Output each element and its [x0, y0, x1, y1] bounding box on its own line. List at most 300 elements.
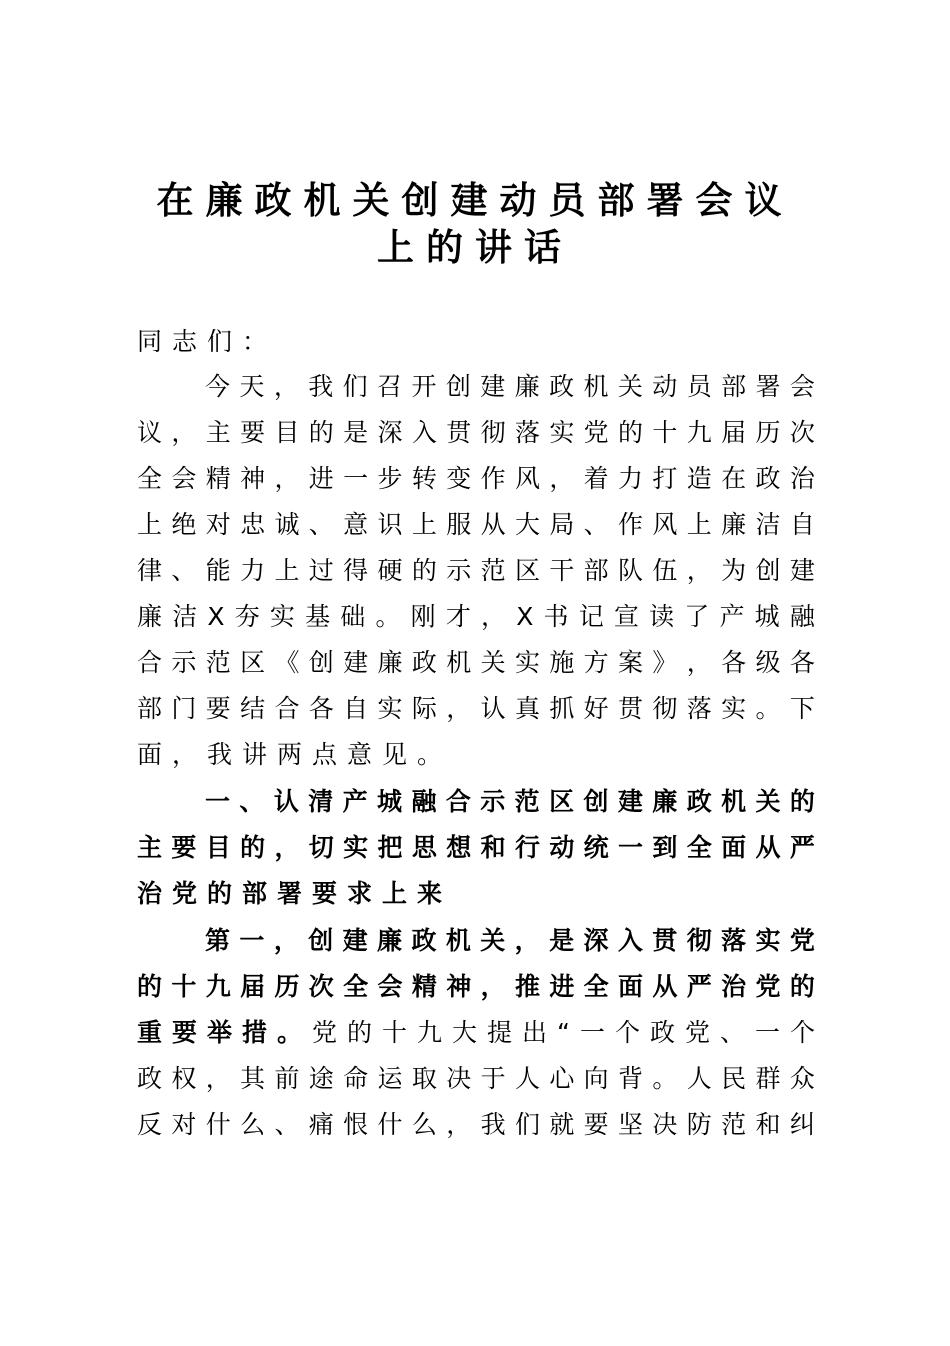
char: 产 — [719, 602, 745, 631]
char: 才 — [445, 602, 471, 631]
char: 在 — [721, 464, 747, 493]
char: 其 — [240, 1064, 266, 1093]
char: 贯 — [446, 418, 472, 447]
char: 会 — [171, 464, 197, 493]
char: 十 — [171, 972, 197, 1001]
char: ， — [273, 926, 299, 955]
char: 反 — [137, 1110, 163, 1139]
char: 础 — [340, 602, 366, 631]
text-line: 面，我讲两点意见。 — [137, 740, 453, 769]
char: 自 — [343, 694, 369, 723]
char: 机 — [721, 787, 747, 816]
char: 深 — [377, 418, 403, 447]
char: 能 — [205, 556, 231, 585]
char: 署 — [755, 372, 781, 401]
char: 全 — [686, 833, 712, 862]
char: 一 — [239, 926, 265, 955]
char: 主 — [137, 833, 163, 862]
char: 廉 — [721, 510, 747, 539]
char: 十 — [652, 418, 678, 447]
char: 各 — [721, 648, 747, 677]
char: 的 — [618, 418, 644, 447]
char: 严 — [686, 972, 712, 1001]
char: “ — [557, 1018, 570, 1047]
char: 合 — [274, 694, 300, 723]
char: 历 — [755, 418, 781, 447]
char: 九 — [205, 972, 231, 1001]
char: 的 — [137, 972, 163, 1001]
char: 民 — [721, 1064, 747, 1093]
char: 把 — [377, 833, 403, 862]
char: 落 — [721, 926, 747, 955]
char: 一 — [754, 1018, 780, 1047]
char: 进 — [549, 972, 575, 1001]
char: 刚 — [410, 602, 436, 631]
char: 洁 — [172, 602, 198, 631]
char: 的 — [789, 787, 815, 816]
char: 打 — [652, 464, 678, 493]
char: 精 — [411, 972, 437, 1001]
char: 什 — [377, 1110, 403, 1139]
char: 和 — [755, 1110, 781, 1139]
char: 作 — [618, 510, 644, 539]
char: 纠 — [789, 1110, 815, 1139]
char: 结 — [240, 694, 266, 723]
char: 动 — [652, 372, 678, 401]
char: 创 — [583, 787, 609, 816]
char: 绝 — [171, 510, 197, 539]
char: ， — [514, 926, 540, 955]
text-line — [137, 597, 815, 637]
char: 举 — [207, 1018, 233, 1047]
char: 深 — [583, 926, 609, 955]
char: ， — [171, 418, 197, 447]
char: 开 — [411, 372, 437, 401]
char: 重 — [137, 1018, 163, 1047]
char: 一 — [205, 787, 231, 816]
document-title-line-2: 上的讲话 — [377, 225, 573, 269]
char: 书 — [543, 602, 569, 631]
char: 天 — [239, 372, 265, 401]
char: 范 — [721, 1110, 747, 1139]
char: 造 — [686, 464, 712, 493]
char: 从 — [652, 972, 678, 1001]
char: 案 — [618, 648, 644, 677]
char: 。 — [755, 694, 781, 723]
char: 众 — [789, 1064, 815, 1093]
char: 城 — [754, 602, 780, 631]
char: 、 — [719, 1018, 745, 1047]
char: 方 — [583, 648, 609, 677]
char: 得 — [343, 556, 369, 585]
char: 九 — [686, 418, 712, 447]
char: 干 — [549, 556, 575, 585]
char: 党 — [755, 972, 781, 1001]
char: 廉 — [514, 372, 540, 401]
char: 治 — [789, 464, 815, 493]
char: ， — [686, 648, 712, 677]
char: 实 — [514, 648, 540, 677]
char: 的 — [411, 556, 437, 585]
char: 就 — [549, 1110, 575, 1139]
char: 范 — [480, 556, 506, 585]
char: ， — [480, 972, 506, 1001]
text-line — [137, 459, 815, 499]
char: 途 — [308, 1064, 334, 1093]
char: 们 — [342, 372, 368, 401]
char: 届 — [240, 972, 266, 1001]
char: ， — [205, 1064, 231, 1093]
char: 融 — [411, 787, 437, 816]
char: X — [207, 602, 225, 631]
section-heading-line: 治党的部署要求上来 — [137, 879, 453, 908]
char: 合 — [445, 787, 471, 816]
char: 机 — [446, 648, 472, 677]
char: 神 — [240, 464, 266, 493]
char: 要 — [171, 833, 197, 862]
char: 大 — [452, 1018, 478, 1047]
char: 建 — [343, 648, 369, 677]
char: 实 — [269, 602, 295, 631]
char: 记 — [578, 602, 604, 631]
char: 今 — [205, 372, 231, 401]
char: 机 — [445, 926, 471, 955]
char: 前 — [274, 1064, 300, 1093]
text-line — [137, 1059, 815, 1099]
char: 面 — [618, 972, 644, 1001]
char: 上 — [411, 510, 437, 539]
char: 宣 — [613, 602, 639, 631]
char: 政 — [755, 464, 781, 493]
char: 和 — [480, 833, 506, 862]
char: 政 — [686, 787, 712, 816]
char: 们 — [514, 1110, 540, 1139]
char: 命 — [343, 1064, 369, 1093]
char: 推 — [514, 972, 540, 1001]
char: 基 — [305, 602, 331, 631]
char: 政 — [137, 1064, 163, 1093]
char: 服 — [446, 510, 472, 539]
char: 实 — [549, 418, 575, 447]
char: 党 — [312, 1018, 338, 1047]
char: 自 — [789, 510, 815, 539]
char: 、 — [274, 1110, 300, 1139]
char: 权 — [171, 1064, 197, 1093]
char: 、 — [171, 556, 197, 585]
char: 廉 — [137, 602, 163, 631]
char: 对 — [205, 510, 231, 539]
char: 次 — [789, 418, 815, 447]
char: 切 — [308, 833, 334, 862]
char: 人 — [686, 1064, 712, 1093]
char: 召 — [377, 372, 403, 401]
char: 严 — [789, 833, 815, 862]
char: 认 — [480, 694, 506, 723]
char: ， — [274, 464, 300, 493]
char: 政 — [411, 648, 437, 677]
mixed-text-line — [137, 1013, 815, 1053]
char: 彻 — [686, 926, 712, 955]
char: 思 — [411, 833, 437, 862]
char: 议 — [137, 418, 163, 447]
char: 次 — [308, 972, 334, 1001]
char: 落 — [514, 418, 540, 447]
char: 律 — [137, 556, 163, 585]
char: 范 — [205, 648, 231, 677]
char: 从 — [480, 510, 506, 539]
char: 示 — [446, 556, 472, 585]
char: 九 — [417, 1018, 443, 1047]
char: 措 — [242, 1018, 268, 1047]
char: 政 — [649, 1018, 675, 1047]
char: 机 — [583, 372, 609, 401]
char: 的 — [308, 418, 334, 447]
char: 力 — [240, 556, 266, 585]
char: 廉 — [377, 648, 403, 677]
char: 。 — [375, 602, 401, 631]
char: 取 — [411, 1064, 437, 1093]
char: 要 — [583, 1110, 609, 1139]
char: 进 — [308, 464, 334, 493]
char: 区 — [514, 556, 540, 585]
char: 会 — [789, 372, 815, 401]
char: 部 — [721, 372, 747, 401]
char: 主 — [205, 418, 231, 447]
char: 一 — [618, 833, 644, 862]
char: 要 — [172, 1018, 198, 1047]
char: 神 — [446, 972, 472, 1001]
char: ， — [481, 602, 507, 631]
char: 各 — [308, 694, 334, 723]
char: 风 — [514, 464, 540, 493]
char: 上 — [137, 510, 163, 539]
char: 转 — [411, 464, 437, 493]
char: 实 — [343, 833, 369, 862]
char: 十 — [382, 1018, 408, 1047]
char: ， — [273, 372, 299, 401]
char: 创 — [308, 648, 334, 677]
char: 夯 — [234, 602, 260, 631]
char: 员 — [686, 372, 712, 401]
char: 防 — [686, 1110, 712, 1139]
char: 实 — [721, 694, 747, 723]
char: 政 — [411, 926, 437, 955]
char: 统 — [583, 833, 609, 862]
char: 施 — [549, 648, 575, 677]
char: 贯 — [618, 694, 644, 723]
char: ， — [446, 694, 472, 723]
char: 目 — [274, 418, 300, 447]
char: 出 — [522, 1018, 548, 1047]
char: 决 — [446, 1064, 472, 1093]
char: 范 — [514, 787, 540, 816]
char: 动 — [549, 833, 575, 862]
char: 一 — [343, 464, 369, 493]
char: 城 — [377, 787, 403, 816]
char: 的 — [240, 833, 266, 862]
char: ， — [274, 833, 300, 862]
char: 党 — [684, 1018, 710, 1047]
char: 区 — [549, 787, 575, 816]
char: 廉 — [652, 787, 678, 816]
text-line — [137, 551, 815, 591]
char: 大 — [514, 510, 540, 539]
char: 的 — [789, 972, 815, 1001]
char: 融 — [789, 602, 815, 631]
char: 抓 — [549, 694, 575, 723]
char: 个 — [614, 1018, 640, 1047]
char: 创 — [308, 926, 334, 955]
char: 关 — [480, 648, 506, 677]
char: 示 — [480, 787, 506, 816]
char: 好 — [583, 694, 609, 723]
char: 党 — [789, 926, 815, 955]
char: 真 — [514, 694, 540, 723]
char: 一 — [579, 1018, 605, 1047]
char: 清 — [308, 787, 334, 816]
char: 背 — [618, 1064, 644, 1093]
char: 关 — [617, 372, 643, 401]
char: 于 — [480, 1064, 506, 1093]
char: 是 — [549, 926, 575, 955]
char: 心 — [549, 1064, 575, 1093]
char: 。 — [652, 1064, 678, 1093]
char: 治 — [721, 972, 747, 1001]
char: 人 — [514, 1064, 540, 1093]
char: 创 — [445, 372, 471, 401]
char: 恨 — [343, 1110, 369, 1139]
char: 上 — [274, 556, 300, 585]
char: 意 — [343, 510, 369, 539]
char: 创 — [755, 556, 781, 585]
char: 入 — [617, 926, 643, 955]
char: 群 — [755, 1064, 781, 1093]
char: 了 — [684, 602, 710, 631]
char: 际 — [411, 694, 437, 723]
char: 。 — [277, 1018, 303, 1047]
char: 落 — [686, 694, 712, 723]
char: 步 — [377, 464, 403, 493]
text-line — [137, 689, 815, 729]
char: 硬 — [377, 556, 403, 585]
char: 风 — [652, 510, 678, 539]
char: 想 — [446, 833, 472, 862]
char: 个 — [789, 1018, 815, 1047]
char: 坚 — [618, 1110, 644, 1139]
char: 是 — [343, 418, 369, 447]
char: 合 — [137, 648, 163, 677]
char: 建 — [789, 556, 815, 585]
char: 级 — [755, 648, 781, 677]
char: 实 — [377, 694, 403, 723]
char: 队 — [618, 556, 644, 585]
char: 要 — [205, 694, 231, 723]
char: 关 — [755, 787, 781, 816]
char: 的 — [347, 1018, 373, 1047]
char: ， — [549, 464, 575, 493]
char: 诚 — [274, 510, 300, 539]
char: 对 — [171, 1110, 197, 1139]
char: 决 — [652, 1110, 678, 1139]
char: 过 — [308, 556, 334, 585]
bold-text-line — [137, 967, 815, 1007]
char: 区 — [240, 648, 266, 677]
char: 入 — [411, 418, 437, 447]
char: 上 — [686, 510, 712, 539]
char: 提 — [487, 1018, 513, 1047]
char: 作 — [480, 464, 506, 493]
char: 贯 — [652, 926, 678, 955]
char: 《 — [274, 648, 300, 677]
char: 部 — [583, 556, 609, 585]
char: 、 — [239, 787, 265, 816]
char: 实 — [755, 926, 781, 955]
document-title-line-1: 在廉政机关创建动员部署会议 — [156, 178, 794, 222]
char: 全 — [343, 972, 369, 1001]
char: ， — [446, 1110, 472, 1139]
char: 下 — [789, 694, 815, 723]
char: 建 — [617, 787, 643, 816]
char: 部 — [137, 694, 163, 723]
char: 彻 — [480, 418, 506, 447]
char: 》 — [652, 648, 678, 677]
char: X — [516, 602, 534, 631]
salutation: 同志们： — [137, 327, 278, 356]
char: 伍 — [652, 556, 678, 585]
char: 门 — [171, 694, 197, 723]
char: ， — [686, 556, 712, 585]
char: 读 — [649, 602, 675, 631]
char: 历 — [274, 972, 300, 1001]
char: 洁 — [755, 510, 781, 539]
section-heading-line — [137, 828, 815, 868]
char: 我 — [480, 1110, 506, 1139]
char: 面 — [721, 833, 747, 862]
char: 党 — [583, 418, 609, 447]
char: 、 — [583, 510, 609, 539]
char: 向 — [583, 1064, 609, 1093]
char: 着 — [583, 464, 609, 493]
char: 为 — [721, 556, 747, 585]
text-line — [205, 367, 815, 407]
char: 、 — [308, 510, 334, 539]
char: 示 — [171, 648, 197, 677]
char: 么 — [411, 1110, 437, 1139]
char: 各 — [789, 648, 815, 677]
char: 全 — [583, 972, 609, 1001]
text-line — [137, 413, 815, 453]
char: 认 — [273, 787, 299, 816]
char: 廉 — [377, 926, 403, 955]
char: 要 — [240, 418, 266, 447]
char: 么 — [240, 1110, 266, 1139]
char: 局 — [549, 510, 575, 539]
char: 彻 — [652, 694, 678, 723]
char: 行 — [514, 833, 540, 862]
bold-text-line — [205, 921, 815, 961]
char: 从 — [755, 833, 781, 862]
char: 会 — [377, 972, 403, 1001]
char: 产 — [342, 787, 368, 816]
char: 政 — [549, 372, 575, 401]
char: 痛 — [308, 1110, 334, 1139]
char: 全 — [137, 464, 163, 493]
char: 建 — [342, 926, 368, 955]
char: 忠 — [240, 510, 266, 539]
char: 我 — [308, 372, 334, 401]
char: 目 — [205, 833, 231, 862]
char: 建 — [480, 372, 506, 401]
